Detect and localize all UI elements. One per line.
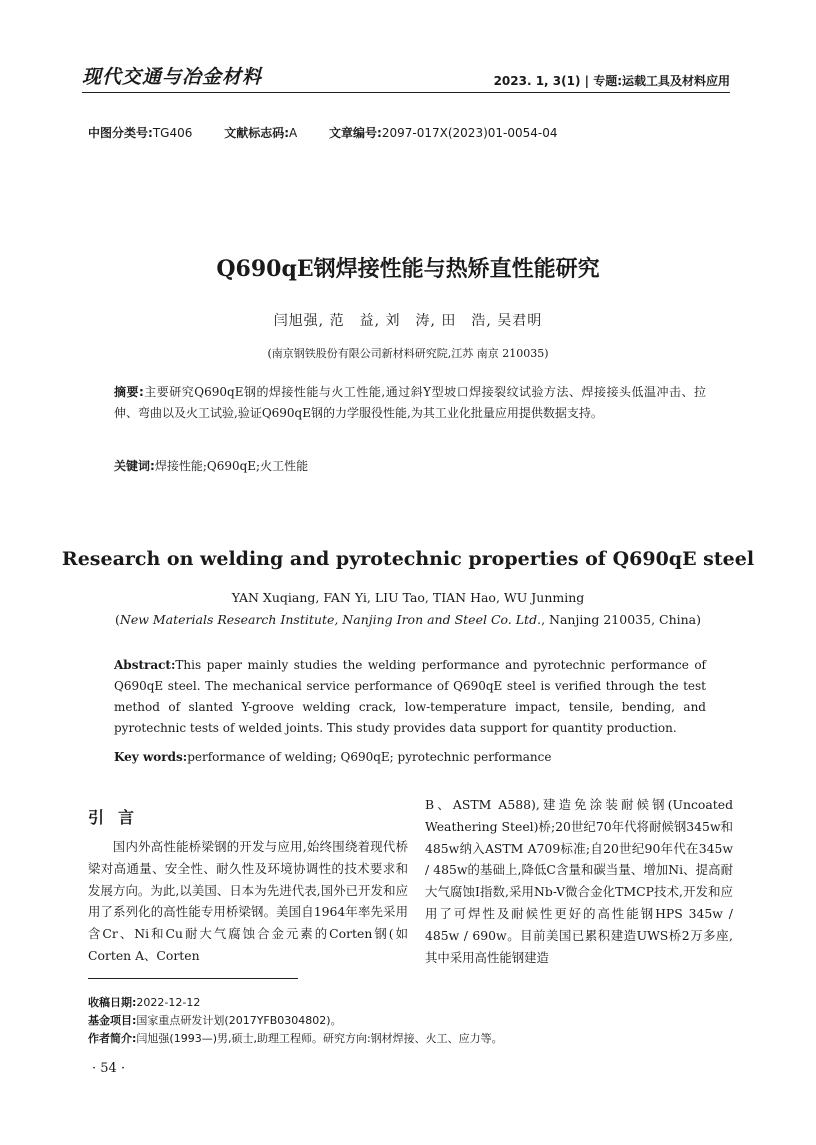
footnote-rule: [88, 978, 298, 979]
chinese-affiliation: (南京钢铁股份有限公司新材料研究院,江苏 南京 210035): [267, 347, 549, 360]
footnote-fund: [88, 1012, 342, 1028]
english-title: Research on welding and pyrotechnic properties of Q690qE steel: [61, 548, 755, 570]
clc-label: 中图分类号:: [88, 126, 153, 140]
received-date-value: 2022-12-12: [136, 996, 201, 1009]
english-keywords: [114, 747, 706, 768]
english-abstract-label: Abstract:: [114, 658, 176, 672]
english-authors: YAN Xuqiang, FAN Yi, LIU Tao, TIAN Hao, WU Junming: [231, 590, 585, 605]
english-affiliation-location: , Nanjing 210035, China): [541, 612, 702, 627]
english-affiliation-open: (: [114, 612, 120, 627]
english-keywords-text: performance of welding; Q690qE; pyrotechnic performance: [187, 750, 552, 764]
clc-value: TG406: [152, 126, 193, 140]
english-affiliation: [0, 612, 816, 627]
author-bio-label: 作者简介:: [88, 1032, 137, 1045]
fund-value: 国家重点研发计划(2017YFB0304802)。: [136, 1014, 342, 1027]
body-left-column: 国内外高性能桥梁钢的开发与应用,始终围绕着现代桥梁对高通量、安全性、耐久性及环境协调性的技术要求和发展方向。为此,以美国、日本为先进代表,国外已开发和应用了系列化的高性能专用桥梁钢。美国自1964年率先采用含Cr、Ni和Cu耐大气腐蚀合金元素的Corten钢(如Corten A、Corten: [88, 839, 408, 963]
classification-line: [88, 124, 586, 141]
chinese-abstract: [114, 382, 706, 424]
received-date-label: 收稿日期:: [88, 996, 137, 1009]
chinese-title: Q690qE钢焊接性能与热矫直性能研究: [216, 256, 600, 282]
header-rule: [82, 92, 730, 93]
footnote-author-bio: [88, 1030, 503, 1046]
english-abstract-text: This paper mainly studies the welding performance and pyrotechnic performance of Q690qE steel. The mechanical service performance of Q690qE steel is verified through the test method of slanted Y-groove welding crack, low-temperature impact, tensile, bending, and pyrotechnic tests of welded joints. This study provides data support for quantity production.: [114, 658, 706, 735]
body-right-column: B、ASTM A588),建造免涂装耐候钢(Uncoated Weathering Steel)桥;20世纪70年代将耐候钢345w和485w纳入ASTM A709标准;自20世纪90年代在345w / 485w的基础上,降低C含量和碳当量、增加Ni、提高耐大气腐蚀I指数,采用Nb-V微合金化TMCP技术,开发和应用了可焊性及耐候性更好的高性能钢HPS 345w / 485w / 690w。目前美国已累积建造UWS桥2万多座,其中采用高性能钢建造: [425, 797, 733, 965]
journal-logo: 现代交通与冶金材料: [82, 66, 263, 88]
doc-code-label: 文献标志码:: [224, 126, 289, 140]
english-affiliation-institute: New Materials Research Institute, Nanjing Iron and Steel Co. Ltd.: [119, 612, 542, 627]
article-number-value: 2097-017X(2023)01-0054-04: [381, 126, 558, 140]
english-keywords-label: Key words:: [114, 750, 188, 764]
chinese-abstract-label: 摘要:: [114, 385, 144, 399]
chinese-authors: 闫旭强, 范 益, 刘 涛, 田 浩, 吴君明: [273, 313, 543, 329]
author-bio-value: 闫旭强(1993—)男,硕士,助理工程师。研究方向:钢材焊接、火工、应力等。: [136, 1032, 503, 1045]
chinese-keywords-text: 焊接性能;Q690qE;火工性能: [154, 459, 309, 473]
introduction-heading: 引言: [88, 808, 149, 827]
header-issue-info: 2023. 1, 3(1) | 专题:运载工具及材料应用: [493, 74, 730, 88]
chinese-keywords: [114, 456, 706, 477]
english-abstract: [114, 655, 706, 739]
article-number-label: 文章编号:: [329, 126, 382, 140]
doc-code-value: A: [289, 126, 298, 140]
page-number: · 54 ·: [92, 1061, 126, 1076]
chinese-keywords-label: 关键词:: [114, 459, 155, 473]
footnote-received-date: [88, 994, 200, 1010]
chinese-abstract-text: 主要研究Q690qE钢的焊接性能与火工性能,通过斜Y型坡口焊接裂纹试验方法、焊接接头低温冲击、拉伸、弯曲以及火工试验,验证Q690qE钢的力学服役性能,为其工业化批量应用提供数据支持。: [114, 385, 706, 420]
fund-label: 基金项目:: [88, 1014, 137, 1027]
